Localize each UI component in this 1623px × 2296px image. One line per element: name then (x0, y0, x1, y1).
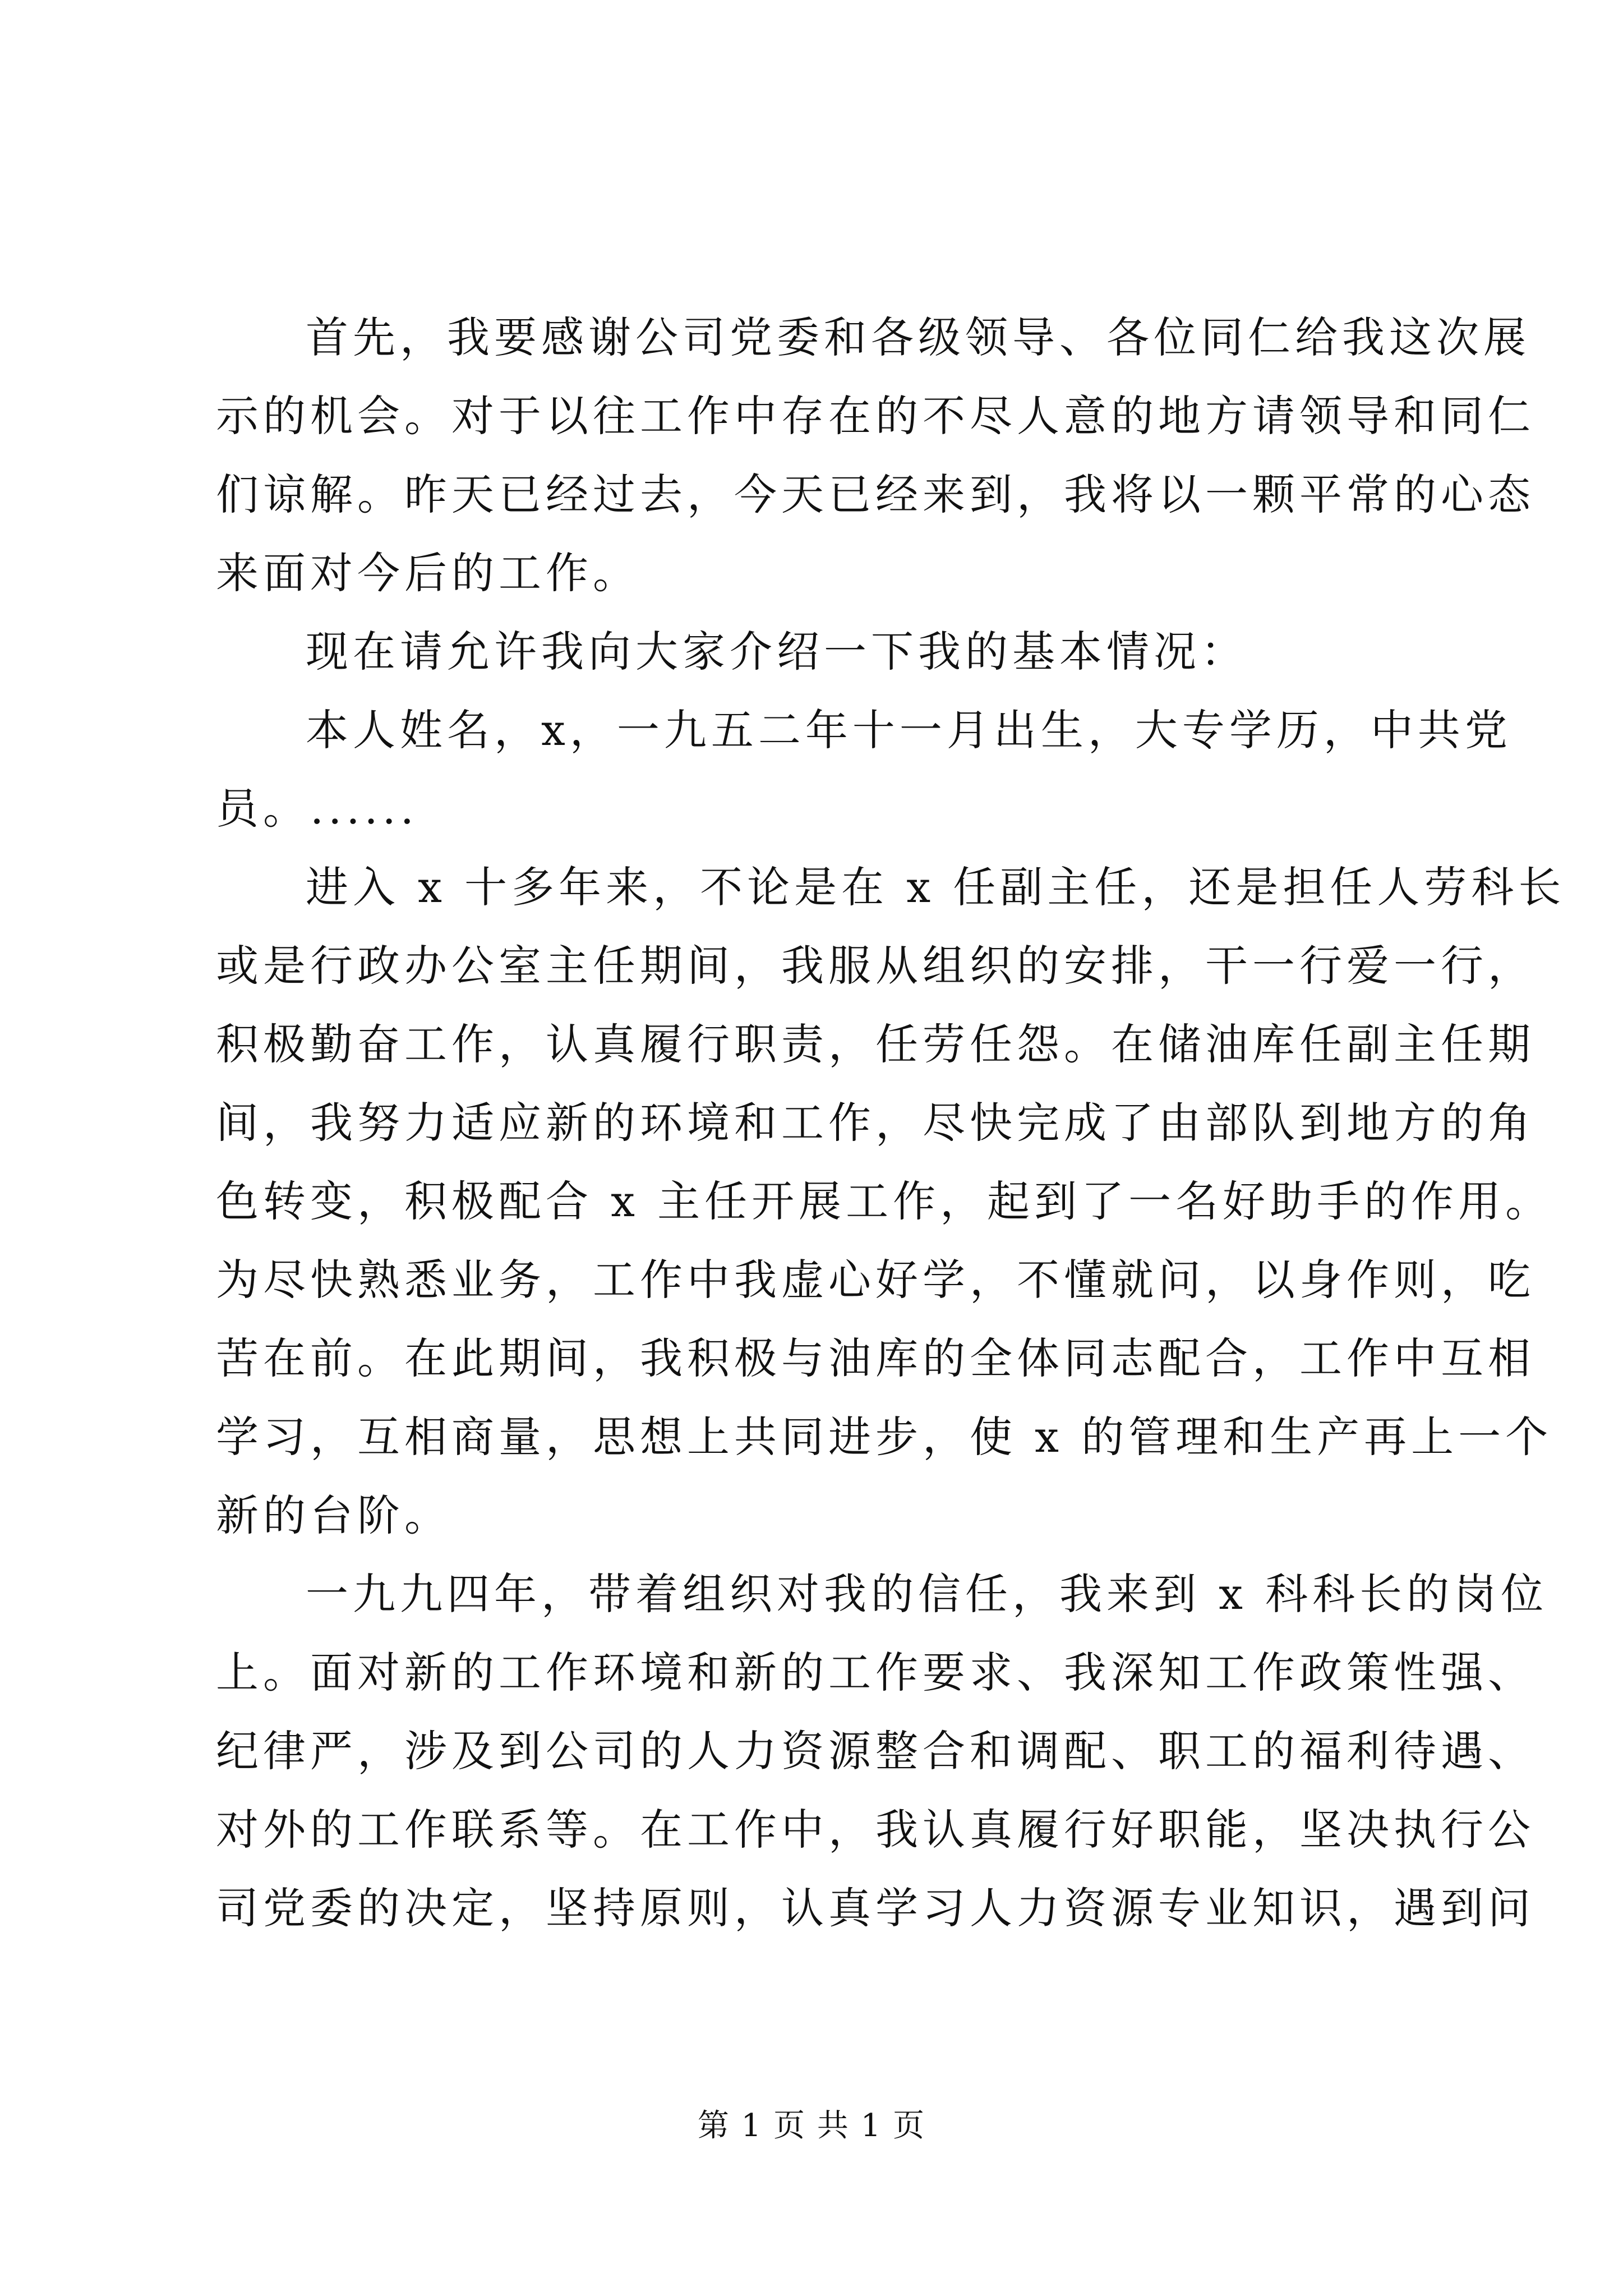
paragraph-1-line-4: 来面对今后的工作。 (216, 548, 640, 598)
paragraph-3-line-1: 本人姓名，x，一九五二年十一月出生，大专学历，中共党 (306, 705, 1512, 755)
body-text (216, 298, 1566, 1948)
page-footer: 第 1 页 共 1 页 (697, 2108, 926, 2144)
paragraph-2-line-1: 现在请允许我向大家介绍一下我的基本情况： (306, 627, 1248, 677)
paragraph-4-line-2: 或是行政办公室主任期间，我服从组织的安排，干一行爱一行， (216, 941, 1535, 991)
paragraph-1-line-3: 们谅解。昨天已经过去，今天已经来到，我将以一颗平常的心态 (216, 470, 1535, 519)
paragraph-4-line-4: 间，我努力适应新的环境和工作，尽快完成了由部队到地方的角 (216, 1098, 1535, 1148)
paragraph-4-line-5: 色转变，积极配合 x 主任开展工作，起到了一名好助手的作用。 (216, 1176, 1553, 1226)
paragraph-5-line-4: 对外的工作联系等。在工作中，我认真履行好职能，坚决执行公 (216, 1805, 1535, 1855)
paragraph-4-line-6: 为尽快熟悉业务，工作中我虚心好学，不懂就问，以身作则，吃 (216, 1255, 1535, 1305)
paragraph-5-line-5: 司党委的决定，坚持原则，认真学习人力资源专业知识，遇到问 (216, 1883, 1535, 1933)
paragraph-5-line-3: 纪律严，涉及到公司的人力资源整合和调配、职工的福利待遇、 (216, 1726, 1535, 1776)
paragraph-5-line-2: 上。面对新的工作环境和新的工作要求、我深知工作政策性强、 (216, 1648, 1535, 1697)
paragraph-1-line-1: 首先，我要感谢公司党委和各级领导、各位同仁给我这次展 (306, 312, 1530, 362)
paragraph-4-line-7: 苦在前。在此期间，我积极与油库的全体同志配合，工作中互相 (216, 1333, 1535, 1383)
paragraph-4-line-1: 进入 x 十多年来，不论是在 x 任副主任，还是担任人劳科长 (306, 862, 1566, 912)
paragraph-4-line-3: 积极勤奋工作，认真履行职责，任劳任怨。在储油库任副主任期 (216, 1019, 1535, 1069)
paragraph-4-line-9: 新的台阶。 (216, 1490, 451, 1540)
paragraph-3-line-2: 员。...... (216, 784, 418, 834)
paragraph-5-line-1: 一九九四年，带着组织对我的信任，我来到 x 科科长的岗位 (306, 1569, 1548, 1619)
paragraph-1-line-2: 示的机会。对于以往工作中存在的不尽人意的地方请领导和同仁 (216, 391, 1535, 441)
paragraph-4-line-8: 学习，互相商量，思想上共同进步，使 x 的管理和生产再上一个 (216, 1412, 1553, 1462)
